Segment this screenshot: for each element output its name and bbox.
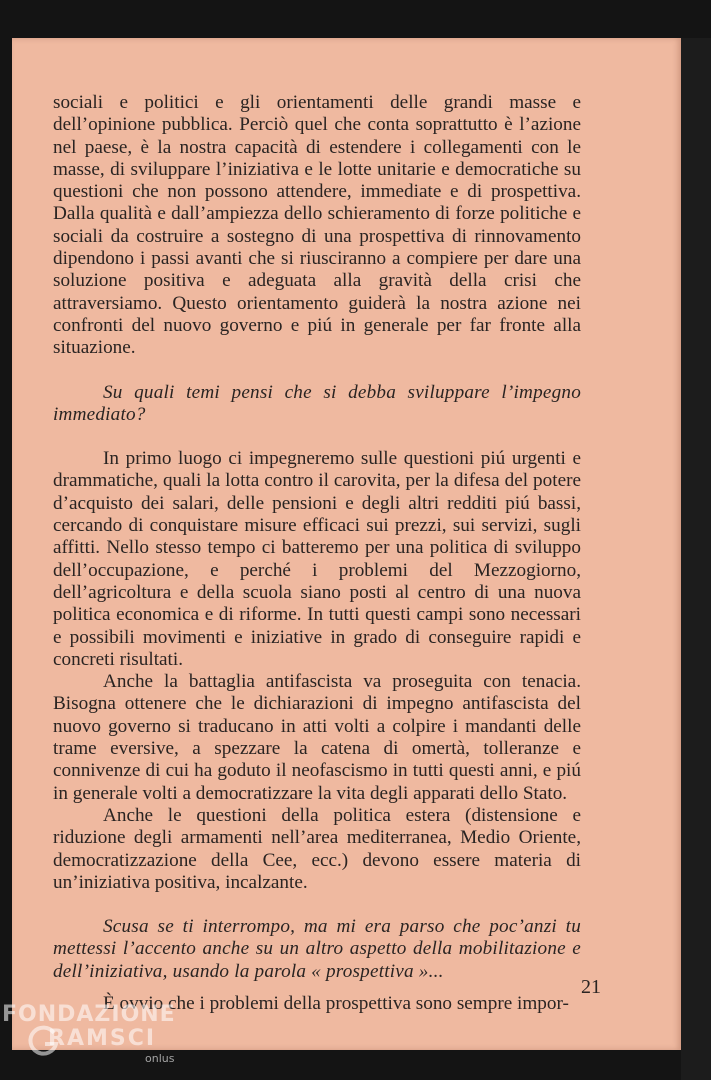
body-text xyxy=(53,92,581,1015)
question-immediate-commitment: Su quali temi pensi che si debba sviluppare l’impegno immediato? xyxy=(53,381,581,425)
question-perspective: Scusa se ti interrompo, ma mi era parso che poc’anzi tu mettessi l’accento anche su un altro aspetto della mobilitazione e dell’iniziativa, usando la parola « prospettiva »... xyxy=(53,916,581,982)
paragraph-antifascist: Anche la battaglia antifascista va proseguita con tenacia. Bisogna ottenere che le dichiarazioni di impegno antifascista del nuovo governo si traducano in atti volti a colpire i mandanti delle trame eversive, a spezzare la catena di omertà, tolleranze e connivenze di cui ha goduto il neofascismo in tutti questi anni, e piú in generale volti a democratizzare la vita degli apparati dello Stato. xyxy=(53,671,581,804)
page-edge-shadow xyxy=(681,38,711,1080)
paragraph-foreign-policy: Anche le questioni della politica estera (distensione e riduzione degli armamenti nell’area mediterranea, Medio Oriente, democratizzazione della Cee, ecc.) devono essere materia di un’iniziativa positiva, incalzante. xyxy=(53,804,581,893)
paragraph-closing: È ovvio che i problemi della prospettiva sono sempre impor- xyxy=(103,992,569,1014)
watermark-line2: RAMSCI xyxy=(48,1026,157,1051)
paragraph-urgent-issues: In primo luogo ci impegneremo sulle questioni piú urgenti e drammatiche, quali la lotta contro il carovita, per la difesa del potere d’acquisto dei salari, delle pensioni e degli altri redditi piú bassi, cercando di conquistare misure efficaci sui prezzi, sui servizi, sugli affitti. Nello stesso tempo ci batteremo per una politica di sviluppo dell’occupazione, e perché i problemi del Mezzogiorno, dell’agricoltura e della scuola siano posti al centro di una nuova politica economica e di riforme. In tutti questi campi sono necessari e possibili movimenti e iniziative in grado di conseguire rapidi e concreti risultati. xyxy=(53,448,581,670)
watermark-line1: FONDAZIONE xyxy=(2,1002,176,1027)
paragraph-opening: sociali e politici e gli orientamenti delle grandi masse e dell’opinione pubblica. Perciò quel che conta soprattutto è l’azione nel paese, è la nostra capacità di estendere i collegamenti con le masse, di sviluppare l’iniziativa e le lotte unitarie e democratiche su questioni che non possono attendere, immediate e di prospettiva. Dalla qualità e dall’ampiezza dello schieramento di forze politiche e sociali da costruire a sostegno di una prospettiva di rinnovamento dipendono i passi avanti che si riusciranno a compiere per dare una soluzione positiva e adeguata alla gravità della crisi che attraversiamo. Questo orientamento guiderà la nostra azione nei confronti del nuovo governo e piú in generale per far fronte alla situazione. xyxy=(53,92,581,359)
watermark-onlus: onlus xyxy=(145,1052,175,1065)
page-number: 21 xyxy=(581,976,601,998)
fondazione-gramsci-watermark xyxy=(0,1002,190,1080)
